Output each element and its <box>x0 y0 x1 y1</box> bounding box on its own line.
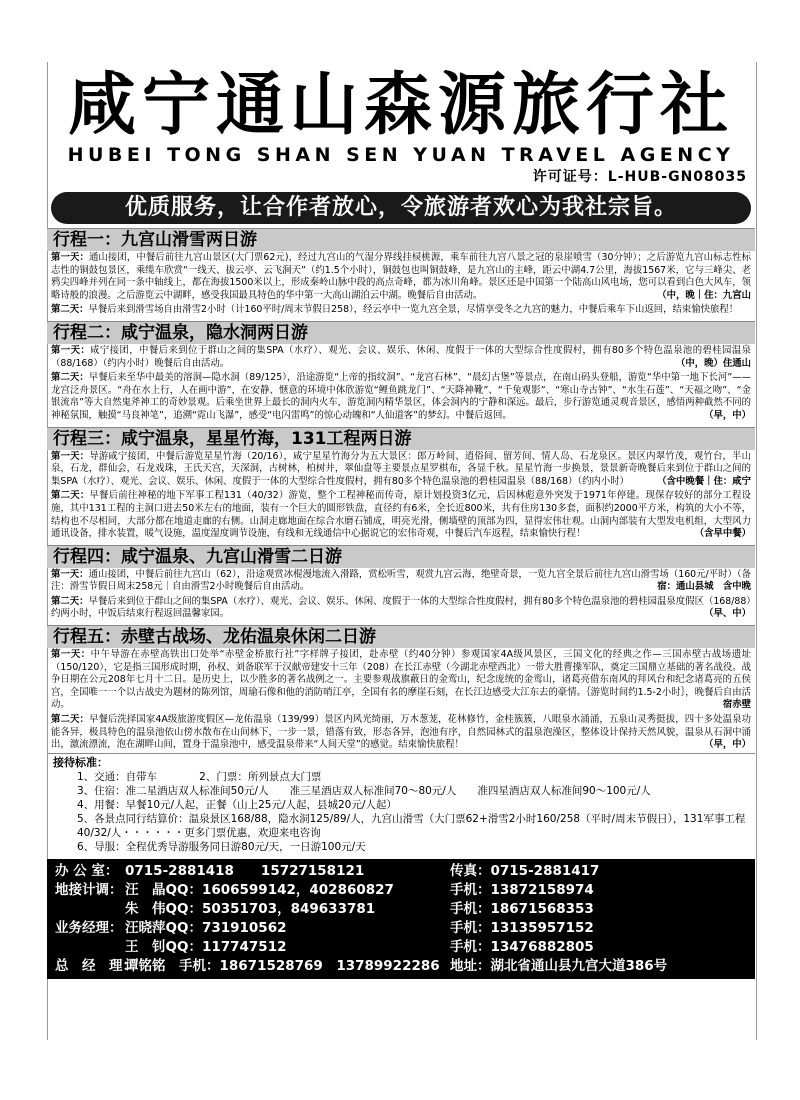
day-label: 第一天： <box>51 252 89 263</box>
contact-secondary: 手机：13135957152 <box>450 919 594 936</box>
contact-row <box>55 881 747 900</box>
contact-row <box>55 919 747 938</box>
standards-line: 4、用餐：早餐10元/人起，正餐（山上25元/人起，县城20元/人起） <box>77 798 397 811</box>
contact-role: 总 经 理： <box>55 957 136 974</box>
contact-role <box>55 900 125 919</box>
contact-row <box>55 957 747 976</box>
itinerary-1-day-2 <box>47 303 755 318</box>
contact-main: 朱 伟QQ：50351703，849633781 <box>125 900 376 917</box>
itinerary-5-heading: 行程五：赤壁古战场、龙佑温泉休闲二日游 <box>47 625 755 648</box>
agency-english-name: HUBEI TONG SHAN SEN YUAN TRAVEL AGENCY <box>67 144 735 166</box>
itinerary-5-day-1 <box>47 648 755 713</box>
contact-role: 业务经理： <box>55 919 123 936</box>
contact-main: 谭铭铭 手机：18671528769 13789922286 <box>125 957 440 974</box>
contact-role: 地接计调： <box>55 881 123 898</box>
day-label: 第二天： <box>51 372 89 384</box>
itinerary-4-day-2 <box>47 595 755 622</box>
contact-main: 王 钊QQ：117747512 <box>125 938 287 955</box>
reception-standards <box>47 753 755 856</box>
day-meal: （早，中） <box>704 409 751 421</box>
contact-secondary: 地址：湖北省通山县九宫大道386号 <box>450 957 668 974</box>
itinerary-2-day-2 <box>47 371 755 423</box>
contact-main: 汪晓萍QQ：731910562 <box>125 919 287 936</box>
contact-secondary: 手机：18671568353 <box>450 900 594 917</box>
contact-main: 0715-2881418 15727158121 <box>125 862 365 879</box>
day-meal: （含早中餐） <box>694 528 751 540</box>
day-meal: （早，中） <box>704 739 751 751</box>
day-text: 通山接团，中餐后前往九宫山（62），沿途观赏冰棍漫地流入滑路，赏松听雪，观赏九宫云海，绝壁奇景，一览九宫全景后前往九宫山滑雪场（160元/平时）（备注：滑雪节假日周末258元｜自由滑雪2小时晚餐后自由活动。 <box>51 568 751 593</box>
itinerary-1-heading: 行程一：九宫山滑雪两日游 <box>47 228 755 251</box>
contact-row <box>55 900 747 919</box>
day-label: 第二天： <box>51 490 90 502</box>
standards-line: 1、交通：自带车 2、门票：所列景点大门票 <box>77 770 322 783</box>
day-label: 第一天： <box>51 649 91 661</box>
standards-line: 5、各景点同行结算价：温泉景区168/88，隐水洞125/89/人，九宫山滑雪（大门票62+滑雪2小时160/258（平时/周末节假日），131军事工程40/32/人・・・・・・更多门票优惠，欢迎来电咨询 <box>77 812 746 839</box>
day-text: 导游咸宁接团，中餐后游览星星竹海（20/16），咸宁星星竹海分为五大景区：郎万岭间、逍俗间、留芳间、情人岛、石龙泉区。景区内翠竹茂，观竹台，半山泉，石龙，群仙会，石龙戏珠，王氏天宫，天深洞，古树林，柏树井，翠仙盘等主要景点星罗棋布，各显千秋。星星竹海一步换景，景景新奇晚餐后来到位于群山之间的集SPA（水疗）、观光、会议、娱乐、休闲、度假于一体的大型综合性度假村，拥有80多个特色温泉池的碧桂园温泉（88/168）（约内小时） <box>51 450 751 487</box>
day-label: 第二天： <box>51 304 89 316</box>
itinerary-4-day-1 <box>47 568 755 595</box>
day-text: 早餐后前往神秘的地下军事工程131（40/32）游览，整个工程神秘而传奇，原计划投资3亿元，后因林彪意外突发于1971年停建。现保存较好的部分工程设施，其中131工程的主洞口进去50米左右的地面，装有一个巨大的圆形铁盘，直径约有6米，全长近800米，共有住房130多套，面积约2000平方米，构筑的大小不等，结构也不尽相同，大部分都在地道走廊的右侧。山洞走廊地面在综合水磨石铺成，明亮光滑，侧墙壁的顶部为四，显得宏伟壮观。山洞内部装有大型发电机组，大型风力通讯设备，排水装置，暖气设施，温度湿度调节设施，有线和无线通信中心据说它的宏伟奇观，中餐后汽车返程，结束愉快行程！ <box>51 490 751 540</box>
itinerary-5-day-2 <box>47 713 755 753</box>
standards-line: 6、导服：全程优秀导游服务同日游80元/天，一日游100元/天 <box>77 840 366 853</box>
day-text: 中午导游在赤壁高铁出口处举“赤壁金桥旅行社”字样牌子接团，赴赤壁（约40分钟）参观国家4A级风景区，三国文化的经典之作—三国赤壁古战场遗址（150/120），它是指三国形成时期，孙权、刘备联军于汉献帝建安十三年（208）在长江赤壁（今湖北赤壁西北）一带大胜曹操军队，奠定三国鼎立基础的著名战役。战争日期在公元208年七月十二日。是历史上，以少胜多的著名战例之一。主要参观战旗蔽日的金鸾山，纪念庞统的金鸾山，诸葛亮借东南风的拜风台和纪念诸葛亮的五侯宫，全国唯一一个以古战史为题材的陈列馆，周瑜石像和他的消防哨江亭，全国有名的摩崖石刻，在长江边感受大江东去的豪情。｛游览时间约1.5-2小时｝，晚餐后自由活动。 <box>51 649 751 711</box>
day-text: 早餐后来到位于群山之间的集SPA（水疗）、观光、会议、娱乐、休闲、度假于一体的大型综合性度假村，拥有80多个特色温泉池的碧桂园温泉度假区（168/88）约两小时，中饭后结束行程返回温馨家园。 <box>51 595 751 620</box>
itinerary-3-heading: 行程三：咸宁温泉，星星竹海，131工程两日游 <box>47 427 755 450</box>
contact-block <box>47 859 755 979</box>
day-text: 早餐后来至华中最美的溶洞—隐水洞（89/125），沿途游览“上帝的指纹洞”、“龙宫石林”、“晨幻古堡”等景点，在南山码头登船，游览“华中第一地下长河”——龙宫泛舟景区。“舟在水上行，人在画中游”，在安静、惬意的环境中体欣游览“鲤鱼跳龙门”、“天降神靴”、“千兔观影”、“寒山寺古钟”、“水生石莲”、“天福之吻”、“金银流帛”等大自然鬼斧神工的奇妙景观。后乘坐世界上最长的洞内火车，游览洞内精华景区，体会洞内的宁静和深远。最后，步行游览通灵观音景区，感悟两种截然不同的神秘氛围，触摸“马良神笔”，追溯“霓山飞瀑”，感受“电闪雷鸣”的惊心动魄和“人仙道客”的梦幻。中餐后返回。 <box>51 372 751 421</box>
contact-main: 汪 晶QQ：1606599142，402860827 <box>125 881 394 898</box>
day-meal: 宿：通山县城 含中晚 <box>657 581 751 593</box>
day-label: 第一天： <box>51 450 90 462</box>
day-meal: 宿赤壁 <box>722 699 751 711</box>
day-text: 早餐后洗择国家4A级旅游度假区—龙佑温泉（139/99）景区内风光绮丽，万木葱茏，花林修竹，金桂簇簇，八眼泉水涌涌，五泉山灵秀挺拔，四十多处温泉功能各异，极具特色的温泉池依山傍水散布在山间林下，一步一景，错落有致，形态各异，泡池有序，自然园林式的温泉泡澡区，整体设计保持天然风貌，温泉从石洞中涌出，激流漂流，泡在湖畔山间，置身于温泉池中，感受温泉带来“人间天堂”的感觉。结束愉快旅程！ <box>51 714 751 751</box>
day-label: 第一天： <box>51 568 89 580</box>
day-label: 第二天： <box>51 595 89 607</box>
slogan-banner: 优质服务，让合作者放心，令旅游者欢心为我社宗旨。 <box>51 192 751 224</box>
itinerary-1-day-1 <box>47 251 755 303</box>
itinerary-2-heading: 行程二：咸宁温泉，隐水洞两日游 <box>47 321 755 344</box>
contact-secondary: 手机：13872158974 <box>450 881 594 898</box>
itinerary-4-heading: 行程四：咸宁温泉、九宫山滑雪二日游 <box>47 545 755 568</box>
contact-row <box>55 862 747 881</box>
flyer <box>47 62 755 979</box>
contact-secondary: 传真：0715-2881417 <box>450 862 600 879</box>
license-number: 许可证号：L-HUB-GN08035 <box>532 169 747 185</box>
contact-row <box>55 938 747 957</box>
day-meal: （中，晚）住通山 <box>675 357 751 369</box>
itinerary-2-day-1 <box>47 344 755 371</box>
day-meal: （早、中） <box>704 608 751 620</box>
contact-secondary: 手机：13476882805 <box>450 938 594 955</box>
itinerary-3-day-1 <box>47 450 755 490</box>
standards-heading: 接待标准： <box>53 755 108 769</box>
day-meal: （中，晚｜住：九宫山 <box>657 289 751 301</box>
day-meal: （含中晚餐｜住：咸宁 <box>657 475 751 487</box>
day-text: 早餐后来到滑雪场自由滑雪2小时（计160平时/周末节假日258），经云亭中一览九宫全景，尽情享受冬之九宫的魅力，中餐后乘车下山返回，结束愉快旅程！ <box>88 304 739 316</box>
contact-role <box>55 938 125 957</box>
day-text: 咸宁接团，中餐后来到位于群山之间的集SPA（水疗）、观光、会议、娱乐、休闲、度假于一体的大型综合性度假村，拥有80多个特色温泉池的碧桂园温泉（88/168）（约内小时）晚餐后自由活动。 <box>51 344 751 369</box>
contact-role: 办 公 室： <box>55 862 119 879</box>
standards-line: 3、住宿：准二星酒店双人标准间50元/人 准三星酒店双人标准间70～80元/人 准四星酒店双人标准间90～100元/人 <box>77 784 651 797</box>
day-label: 第一天： <box>51 344 91 356</box>
day-label: 第二天： <box>51 714 89 726</box>
itinerary-3-day-2 <box>47 489 755 541</box>
day-text: 通山接团，中餐后前往九宫山景区(大门票62元)，经过九宫山的气湿分界线挂棂桃源，乘车前往九宫八景之冠的泉崖喷雪（30分钟）；之后游览九宫山标志性标志性的铜鼓包景区，乘缆车欣赏“一线天、拔云亭、云飞涧天”（约1.5个小时），铜鼓包也叫铜鼓峰，是九宫山的主峰，距云中湖4.7公里，海拔1567米，它与三峰尖、老鸦尖四峰并列在同一条中轴线上，都在海拔1500米以上，形成秦岭山脉中段的高点奇峰，都为冰川角峰。景区还是中国第一个陆高山风电场，您可以看到白色大风车，领略诗般的浪漫。之后游览云中湖畔，感受我国最具特色的华中第一大高山湖泊云中湖。晚餐后自由活动。 <box>51 252 751 301</box>
agency-title: 咸宁通山森源旅行社 <box>67 66 734 145</box>
